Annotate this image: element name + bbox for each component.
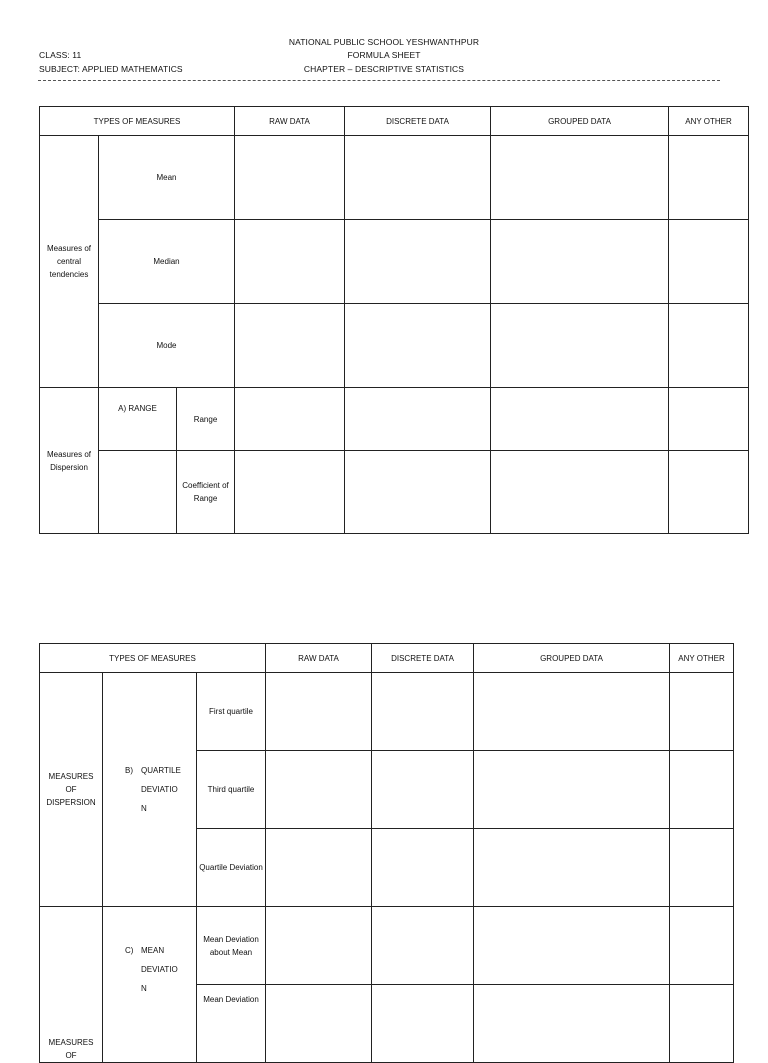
table-header-row (40, 107, 749, 136)
col-raw: RAW DATA (266, 644, 372, 673)
median-label: Median (99, 220, 235, 304)
cell (345, 388, 491, 451)
quartile-deviation-group (103, 673, 197, 907)
md-line-1: MEAN (141, 946, 165, 955)
qd-letter: B) (125, 766, 133, 775)
sheet-title: FORMULA SHEET (347, 50, 421, 60)
cell (491, 220, 669, 304)
cell (372, 829, 474, 907)
table-row (40, 304, 749, 388)
quartile-deviation-label: Quartile Deviation (197, 829, 266, 907)
cell (670, 829, 734, 907)
cell (669, 388, 749, 451)
col-other: ANY OTHER (669, 107, 749, 136)
cell (669, 220, 749, 304)
dispersion-label: Measures of Dispersion (40, 388, 99, 534)
col-grouped: GROUPED DATA (474, 644, 670, 673)
third-quartile-label: Third quartile (197, 751, 266, 829)
table-row (40, 220, 749, 304)
cell (345, 220, 491, 304)
md-letter: C) (125, 946, 134, 955)
cell (266, 751, 372, 829)
col-types: TYPES OF MEASURES (40, 107, 235, 136)
md-median-label: Mean Deviation (197, 985, 266, 1063)
dispersion-label: MEASURES OF DISPERSION (40, 673, 103, 907)
cell (266, 673, 372, 751)
range-group-label: A) RANGE (99, 388, 177, 451)
cell (235, 388, 345, 451)
cell (670, 673, 734, 751)
cell (474, 907, 670, 985)
chapter-title: CHAPTER – DESCRIPTIVE STATISTICS (303, 64, 465, 74)
cell (670, 907, 734, 985)
qd-line-2: DEVIATIO (141, 785, 178, 794)
col-other: ANY OTHER (670, 644, 734, 673)
table-row (40, 673, 734, 751)
cell (345, 304, 491, 388)
cell (345, 136, 491, 220)
cell (372, 751, 474, 829)
cell (491, 136, 669, 220)
cell (99, 451, 177, 534)
cell (372, 907, 474, 985)
central-tendency-label: Measures of central tendencies (40, 136, 99, 388)
mode-label: Mode (99, 304, 235, 388)
cell (669, 451, 749, 534)
table-row (40, 907, 734, 985)
cell (491, 304, 669, 388)
cell (491, 451, 669, 534)
cell (669, 304, 749, 388)
cell (345, 451, 491, 534)
cell (474, 673, 670, 751)
cell (669, 136, 749, 220)
dispersion-label-2: MEASURES OF (40, 907, 103, 1063)
formula-table-2 (39, 643, 734, 1063)
table-header-row (40, 644, 734, 673)
qd-line-3: N (141, 804, 147, 813)
md-line-3: N (141, 984, 147, 993)
coef-range-label: Coefficient of Range (177, 451, 235, 534)
mean-label: Mean (99, 136, 235, 220)
school-name: NATIONAL PUBLIC SCHOOL YESHWANTHPUR (288, 37, 480, 47)
col-raw: RAW DATA (235, 107, 345, 136)
qd-line-1: QUARTILE (141, 766, 181, 775)
cell (266, 829, 372, 907)
col-discrete: DISCRETE DATA (345, 107, 491, 136)
col-grouped: GROUPED DATA (491, 107, 669, 136)
table-row (40, 451, 749, 534)
table-row (40, 388, 749, 451)
range-label: Range (177, 388, 235, 451)
col-discrete: DISCRETE DATA (372, 644, 474, 673)
cell (235, 451, 345, 534)
cell (670, 751, 734, 829)
cell (235, 136, 345, 220)
formula-table-1 (39, 106, 749, 534)
md-line-2: DEVIATIO (141, 965, 178, 974)
md-mean-label: Mean Deviation about Mean (197, 907, 266, 985)
mean-deviation-group (103, 907, 197, 1063)
cell (372, 673, 474, 751)
cell (235, 304, 345, 388)
class-label: CLASS: 11 (39, 50, 82, 60)
cell (235, 220, 345, 304)
cell (474, 829, 670, 907)
header-divider (38, 80, 720, 81)
subject-label: SUBJECT: APPLIED MATHEMATICS (39, 64, 183, 74)
cell (474, 751, 670, 829)
table-row (40, 136, 749, 220)
cell (491, 388, 669, 451)
cell (266, 907, 372, 985)
col-types: TYPES OF MEASURES (40, 644, 266, 673)
first-quartile-label: First quartile (197, 673, 266, 751)
